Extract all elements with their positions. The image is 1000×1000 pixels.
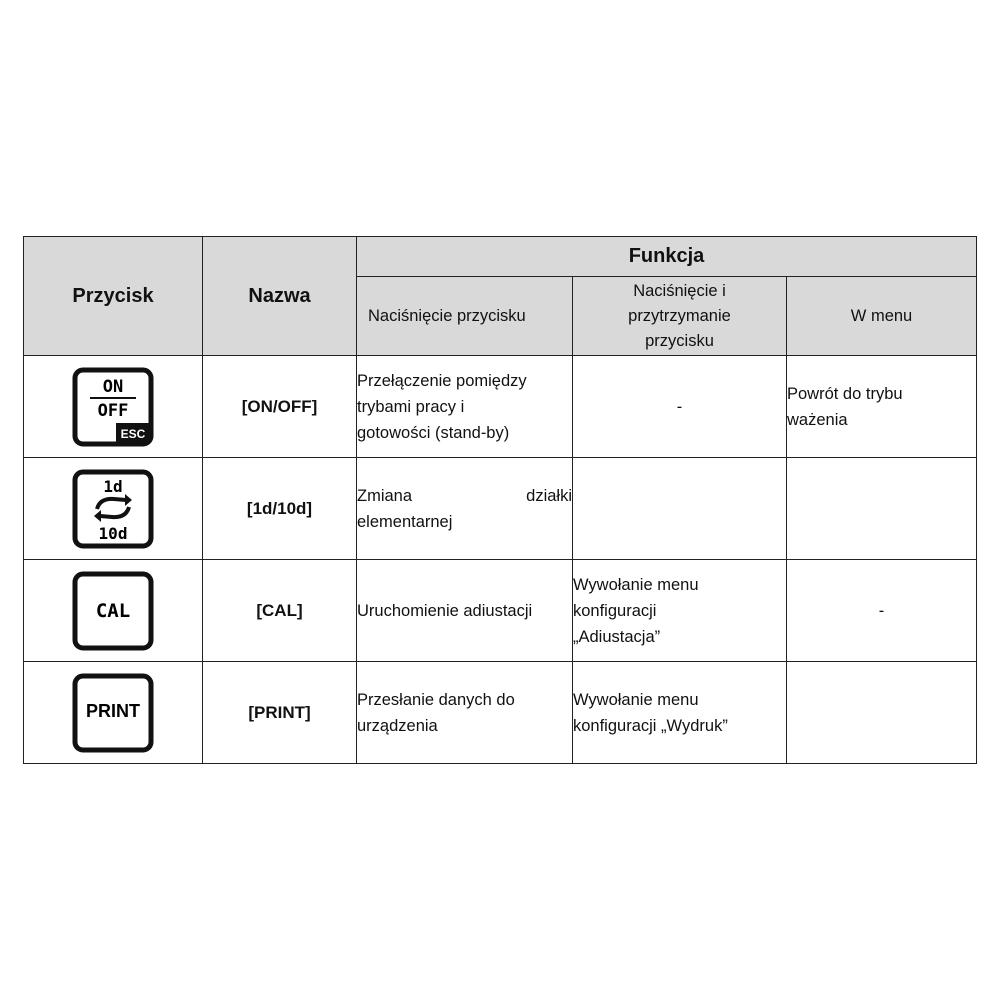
menu-function: [787, 356, 977, 458]
menu-function: -: [787, 560, 977, 662]
header-press: Naciśnięcie przycisku: [357, 277, 573, 356]
esc-label: ESC: [120, 426, 146, 441]
hold-function: -: [573, 356, 787, 458]
key-bottom-text: 10d: [98, 523, 128, 543]
cal-key-text: CAL: [95, 599, 131, 622]
text-line: elementarnej: [357, 512, 453, 531]
key-name: [1d/10d]: [203, 458, 357, 560]
print-key-icon: [72, 673, 154, 753]
text-line: „Adiustacja”: [573, 627, 661, 646]
header-button: Przycisk: [24, 237, 203, 356]
header-function: Funkcja: [357, 237, 977, 277]
hold-function: [573, 560, 787, 662]
header-press-hold: [573, 277, 787, 356]
print-key-text: PRINT: [86, 700, 140, 721]
table-row: [24, 356, 977, 458]
on-off-key-top-text: ON: [102, 376, 124, 397]
on-off-key-icon: [72, 367, 154, 447]
key-name: [PRINT]: [203, 662, 357, 764]
text-line: urządzenia: [357, 716, 438, 735]
menu-function: [787, 458, 977, 560]
text-line: trybami pracy i: [357, 397, 465, 416]
on-off-key-bottom-text: OFF: [97, 400, 129, 421]
text-line: Wywołanie menu: [573, 575, 699, 594]
text-word: działki: [526, 486, 572, 505]
text-line: ważenia: [787, 410, 848, 429]
text-line: Przesłanie danych do: [357, 690, 515, 709]
header-press-hold-line2: przytrzymanie: [628, 306, 731, 325]
key-name: [CAL]: [203, 560, 357, 662]
text-word: Zmiana: [357, 486, 413, 505]
header-press-hold-line3: przycisku: [645, 331, 714, 350]
press-function: [357, 458, 573, 560]
header-menu: W menu: [787, 277, 977, 356]
division-toggle-key-icon: [72, 469, 154, 549]
cal-key-icon: [72, 571, 154, 651]
header-press-hold-line1: Naciśnięcie i: [633, 281, 726, 300]
text-line: konfiguracji „Wydruk”: [573, 716, 728, 735]
table-row: [24, 458, 977, 560]
menu-function: [787, 662, 977, 764]
key-name: [ON/OFF]: [203, 356, 357, 458]
table-row: [24, 662, 977, 764]
press-function: [357, 662, 573, 764]
text-line: Powrót do trybu: [787, 384, 903, 403]
press-function: Uruchomienie adiustacji: [357, 560, 573, 662]
hold-function: [573, 662, 787, 764]
header-name: Nazwa: [203, 237, 357, 356]
keys-function-table: [23, 236, 977, 764]
table-row: [24, 560, 977, 662]
text-line: gotowości (stand-by): [357, 423, 510, 442]
hold-function: [573, 458, 787, 560]
text-line: Przełączenie pomiędzy: [357, 371, 527, 390]
press-function: [357, 356, 573, 458]
text-line: konfiguracji: [573, 601, 657, 620]
text-line: Wywołanie menu: [573, 690, 699, 709]
key-top-text: 1d: [103, 476, 123, 496]
